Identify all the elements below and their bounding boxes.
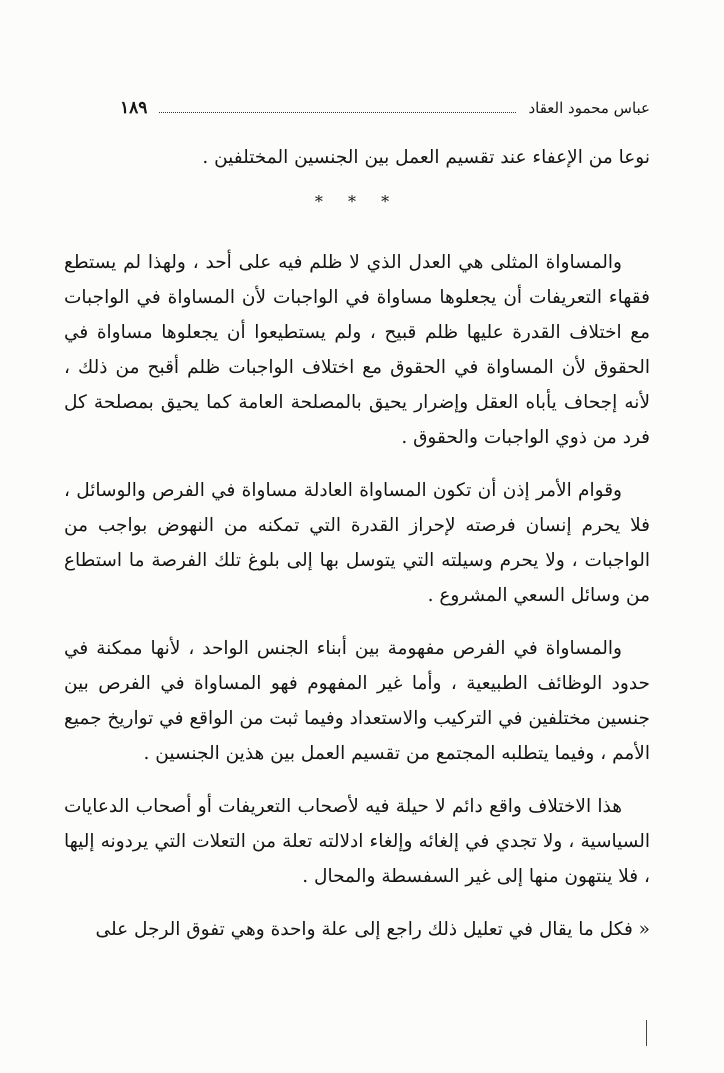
paragraph: والمساواة في الفرص مفهومة بين أبناء الجنس الواحد ، لأنها ممكنة في حدود الوظائف الطبيعية ، وأما غير المفهوم فهو المساواة في الفرص بين جنسين مختلفين في التركيب والاستعداد وفيما ثبت من الواقع في تواريخ جميع الأمم ، وفيما يتطلبه المجتمع من تقسيم العمل بين هذين الجنسين . xyxy=(63,638,650,764)
page-body xyxy=(64,140,650,947)
running-header xyxy=(120,94,650,122)
paragraph-gap xyxy=(64,894,650,912)
header-author: عباس محمود العقاد xyxy=(528,99,650,117)
paragraph-gap xyxy=(64,613,650,631)
section-separator: * * * xyxy=(314,192,400,211)
paragraph-continuation: نوعا من الإعفاء عند تقسيم العمل بين الجنسين المختلفين . xyxy=(202,147,650,168)
paragraph: والمساواة المثلى هي العدل الذي لا ظلم فيه على أحد ، ولهذا لم يستطع فقهاء التعريفات أن يجعلوها مساواة في الواجبات لأن المساواة في الواجبات مع اختلاف القدرة عليها ظلم قبيح ، ولم يستطيعوا أن يجعلوها مساواة في الحقوق لأن المساواة في الحقوق مع اختلاف الواجبات ظلم أقبح من ذلك ، لأنه إجحاف يأباه العقل وإضرار يحيق بالمصلحة العامة كما يحيق بمصلحة كل فرد من ذوي الواجبات والحقوق . xyxy=(64,252,650,448)
header-dotted-rule xyxy=(159,112,516,113)
paragraph-gap xyxy=(64,455,650,473)
paragraph-quote-start: « فكل ما يقال في تعليل ذلك راجع إلى علة واحدة وهي تفوق الرجل على xyxy=(95,919,650,940)
paragraph: هذا الاختلاف واقع دائم لا حيلة فيه لأصحاب التعريفات أو أصحاب الدعايات السياسية ، ولا تجدي في إلغائه وإلغاء ادلالته تعلة من التعلات التي يردونه إليها ، فلا ينتهون منها إلى غير السفسطة والمحال . xyxy=(64,796,650,887)
margin-line-mark xyxy=(646,1020,647,1046)
page-number: ١٨٩ xyxy=(120,98,148,118)
paragraph-gap xyxy=(64,771,650,789)
paragraph: وقوام الأمر إذن أن تكون المساواة العادلة مساواة في الفرص والوسائل ، فلا يحرم إنسان فرصته لإحراز القدرة التي تمكنه من النهوض بواجب من الواجبات ، ولا يحرم وسيلته التي يتوسل بها إلى بلوغ تلك الفرصة ما استطاع من وسائل السعي المشروع . xyxy=(64,480,650,606)
